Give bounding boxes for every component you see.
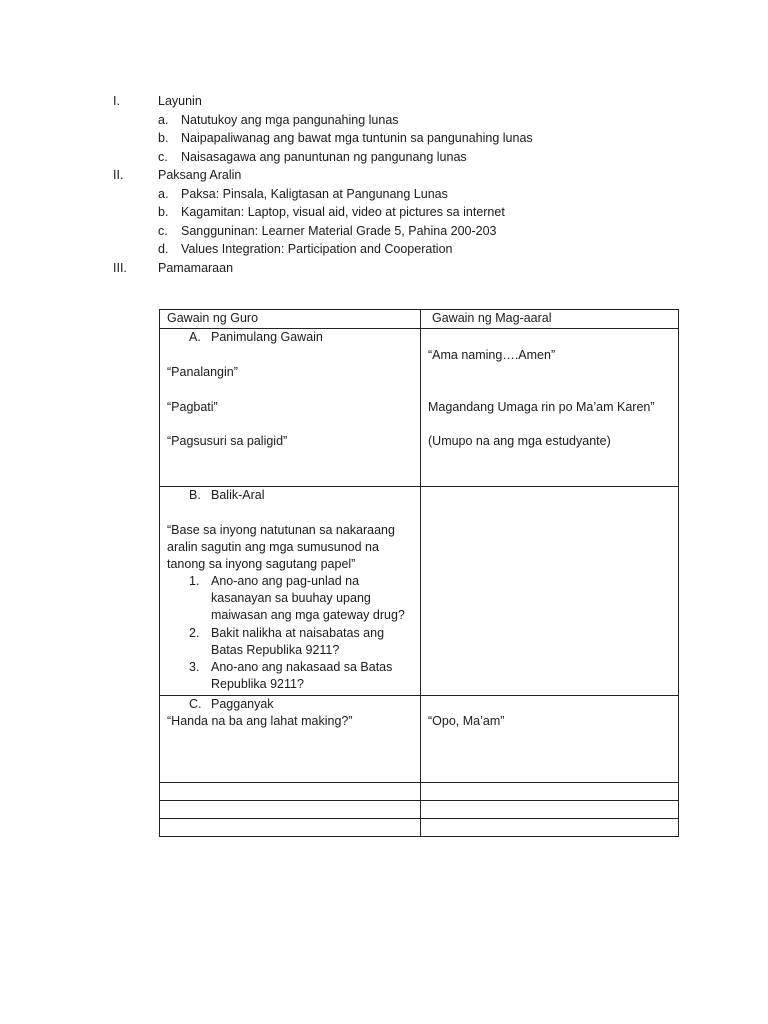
lesson-outline bbox=[113, 92, 673, 277]
student-response: (Umupo na ang mga estudyante) bbox=[428, 434, 611, 448]
section-title: Pamamaraan bbox=[158, 260, 234, 275]
question-number: 2. bbox=[189, 626, 200, 640]
item-letter: d. bbox=[158, 242, 169, 256]
table-header-row bbox=[160, 310, 679, 329]
item-text: Sangguninan: Learner Material Grade 5, Pahina 200-203 bbox=[181, 223, 497, 238]
question-number: 1. bbox=[189, 574, 200, 588]
question-text: maiwasan ang mga gateway drug? bbox=[211, 608, 405, 622]
step-heading: Panimulang Gawain bbox=[211, 330, 323, 344]
section-heading bbox=[113, 92, 673, 111]
step-letter: B. bbox=[189, 488, 201, 502]
list-item bbox=[113, 148, 673, 167]
teacher-activity: “Pagsusuri sa paligid” bbox=[167, 434, 288, 448]
table-row bbox=[160, 696, 679, 783]
teacher-prompt: “Base sa inyong natutunan sa nakaraang bbox=[167, 523, 395, 537]
student-cell bbox=[421, 801, 679, 819]
list-item bbox=[113, 129, 673, 148]
question-text: Batas Republika 9211? bbox=[211, 643, 340, 657]
student-cell bbox=[421, 819, 679, 837]
teacher-cell bbox=[160, 819, 421, 837]
step-heading: Pagganyak bbox=[211, 697, 274, 711]
teacher-activity: “Panalangin” bbox=[167, 365, 238, 379]
student-column-header: Gawain ng Mag-aaral bbox=[421, 310, 679, 329]
teacher-activity: “Pagbati” bbox=[167, 400, 218, 414]
table-row bbox=[160, 329, 679, 487]
item-text: Kagamitan: Laptop, visual aid, video at pictures sa internet bbox=[181, 205, 505, 219]
list-item bbox=[113, 240, 673, 259]
item-letter: c. bbox=[158, 149, 168, 164]
list-item bbox=[113, 111, 673, 130]
item-letter: a. bbox=[158, 112, 169, 127]
student-cell bbox=[421, 329, 679, 487]
table-row bbox=[160, 487, 679, 696]
section-number: II. bbox=[113, 168, 124, 182]
item-text: Paksa: Pinsala, Kaligtasan at Pangunang Lunas bbox=[181, 186, 448, 201]
list-item bbox=[113, 203, 673, 222]
table-row bbox=[160, 801, 679, 819]
item-letter: c. bbox=[158, 223, 168, 238]
question-text: Republika 9211? bbox=[211, 677, 304, 691]
step-heading: Balik-Aral bbox=[211, 488, 265, 502]
question-number: 3. bbox=[189, 660, 200, 674]
student-response: “Opo, Ma’am” bbox=[428, 714, 505, 728]
list-item bbox=[113, 222, 673, 241]
teacher-cell bbox=[160, 783, 421, 801]
list-item bbox=[113, 185, 673, 204]
teacher-prompt: tanong sa inyong sagutang papel” bbox=[167, 557, 356, 571]
section-heading bbox=[113, 259, 673, 278]
item-text: Naipapaliwanag ang bawat mga tuntunin sa pangunahing lunas bbox=[181, 131, 533, 145]
section-number: I. bbox=[113, 94, 120, 108]
student-cell bbox=[421, 487, 679, 696]
teacher-cell bbox=[160, 801, 421, 819]
activity-table bbox=[159, 309, 679, 837]
item-letter: a. bbox=[158, 186, 169, 201]
step-letter: C. bbox=[189, 697, 202, 711]
teacher-activity: “Handa na ba ang lahat making?” bbox=[167, 714, 353, 728]
item-text: Naisasagawa ang panuntunan ng pangunang lunas bbox=[181, 149, 467, 164]
student-response: Magandang Umaga rin po Ma’am Karen” bbox=[428, 400, 655, 414]
section-heading bbox=[113, 166, 673, 185]
question-text: Ano-ano ang nakasaad sa Batas bbox=[211, 660, 393, 674]
question-text: kasanayan sa buuhay upang bbox=[211, 591, 371, 605]
teacher-cell bbox=[160, 696, 421, 783]
table-row bbox=[160, 819, 679, 837]
student-response: “Ama naming….Amen” bbox=[428, 348, 556, 362]
item-text: Values Integration: Participation and Cooperation bbox=[181, 242, 453, 256]
item-letter: b. bbox=[158, 205, 169, 219]
item-text: Natutukoy ang mga pangunahing lunas bbox=[181, 112, 399, 127]
question-text: Bakit nalikha at naisabatas ang bbox=[211, 626, 385, 640]
student-cell bbox=[421, 696, 679, 783]
section-title: Layunin bbox=[158, 94, 202, 108]
section-title: Paksang Aralin bbox=[158, 168, 242, 182]
section-number: III. bbox=[113, 260, 127, 275]
teacher-prompt: aralin sagutin ang mga sumusunod na bbox=[167, 540, 379, 554]
step-letter: A. bbox=[189, 330, 201, 344]
question-text: Ano-ano ang pag-unlad na bbox=[211, 574, 360, 588]
table-row bbox=[160, 783, 679, 801]
student-cell bbox=[421, 783, 679, 801]
item-letter: b. bbox=[158, 131, 169, 145]
teacher-cell bbox=[160, 487, 421, 696]
teacher-cell bbox=[160, 329, 421, 487]
teacher-column-header: Gawain ng Guro bbox=[160, 310, 421, 329]
